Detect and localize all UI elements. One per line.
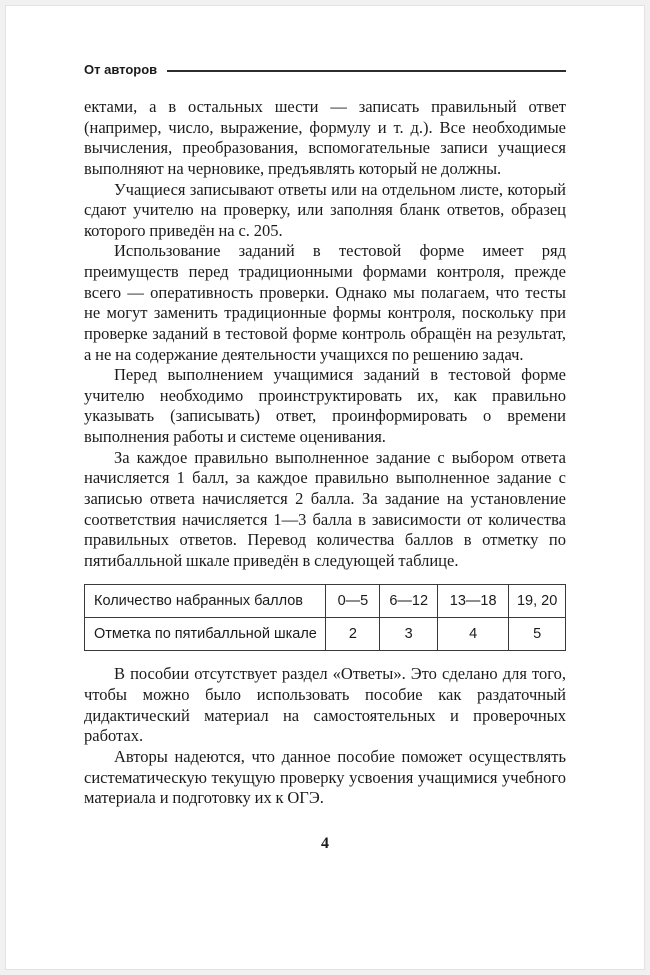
table-row: [85, 618, 566, 651]
scoring-table-wrap: [84, 584, 566, 651]
page-number: 4: [321, 834, 329, 852]
table-cell: 0—5: [326, 585, 380, 618]
paragraph: Перед выполнением учащимися заданий в тестовой форме учителю необходимо проинструктировать их, как правильно указывать (записывать) ответ, проинформировать о времени выполнения работы и системе оценивания.: [84, 365, 566, 446]
table-cell: 19, 20: [509, 585, 566, 618]
page-footer: [84, 835, 566, 853]
running-head-title: От авторов: [84, 62, 158, 77]
page-body: [84, 97, 566, 809]
running-head: [84, 62, 566, 77]
paragraph: ектами, а в остальных шести — записать правильный ответ (например, число, выражение, формулу и т. д.). Все необходимые вычисления, преобразования, вспомогательные записи учащиеся выполняют на черновике, предъявлять который не должны.: [84, 97, 566, 178]
table-cell: 3: [380, 618, 438, 651]
table-cell: 6—12: [380, 585, 438, 618]
table-row: [85, 585, 566, 618]
scoring-table: [84, 584, 566, 651]
table-cell: 13—18: [438, 585, 509, 618]
paragraph: Использование заданий в тестовой форме имеет ряд преимуществ перед традиционными формами контроля, прежде всего — оперативность проверки. Однако мы полагаем, что тесты не могут заменить традиционные формы контроля, поскольку при проверке заданий в тестовой форме контроль обращён на результат, а не на содержание деятельности учащихся по решению задач.: [84, 241, 566, 364]
paragraph: В пособии отсутствует раздел «Ответы». Это сделано для того, чтобы можно было использовать пособие как раздаточный дидактический материал на самостоятельных и проверочных работах.: [84, 664, 566, 746]
table-cell: 5: [509, 618, 566, 651]
table-cell: 4: [438, 618, 509, 651]
running-head-rule: [167, 70, 566, 72]
table-cell-label: Количество набранных баллов: [85, 585, 326, 618]
paragraph: Учащиеся записывают ответы или на отдельном листе, который сдают учителю на проверку, или заполняя бланк ответов, образец которого приведён на с. 205.: [84, 179, 566, 240]
paragraph: За каждое правильно выполненное задание с выбором ответа начисляется 1 балл, за каждое правильно выполненное задание с записью ответа начисляется 2 балла. За задание на установление соответствия начисляется 1—3 балла в зависимости от количества правильных ответов. Перевод количества баллов в отметку по пятибалльной шкале приведён в следующей таблице.: [84, 447, 566, 570]
table-cell: 2: [326, 618, 380, 651]
book-page: [5, 5, 645, 970]
paragraph: Авторы надеются, что данное пособие поможет осуществлять систематическую текущую проверку усвоения учащимися учебного материала и подготовку их к ОГЭ.: [84, 746, 566, 808]
table-cell-label: Отметка по пятибалльной шкале: [85, 618, 326, 651]
